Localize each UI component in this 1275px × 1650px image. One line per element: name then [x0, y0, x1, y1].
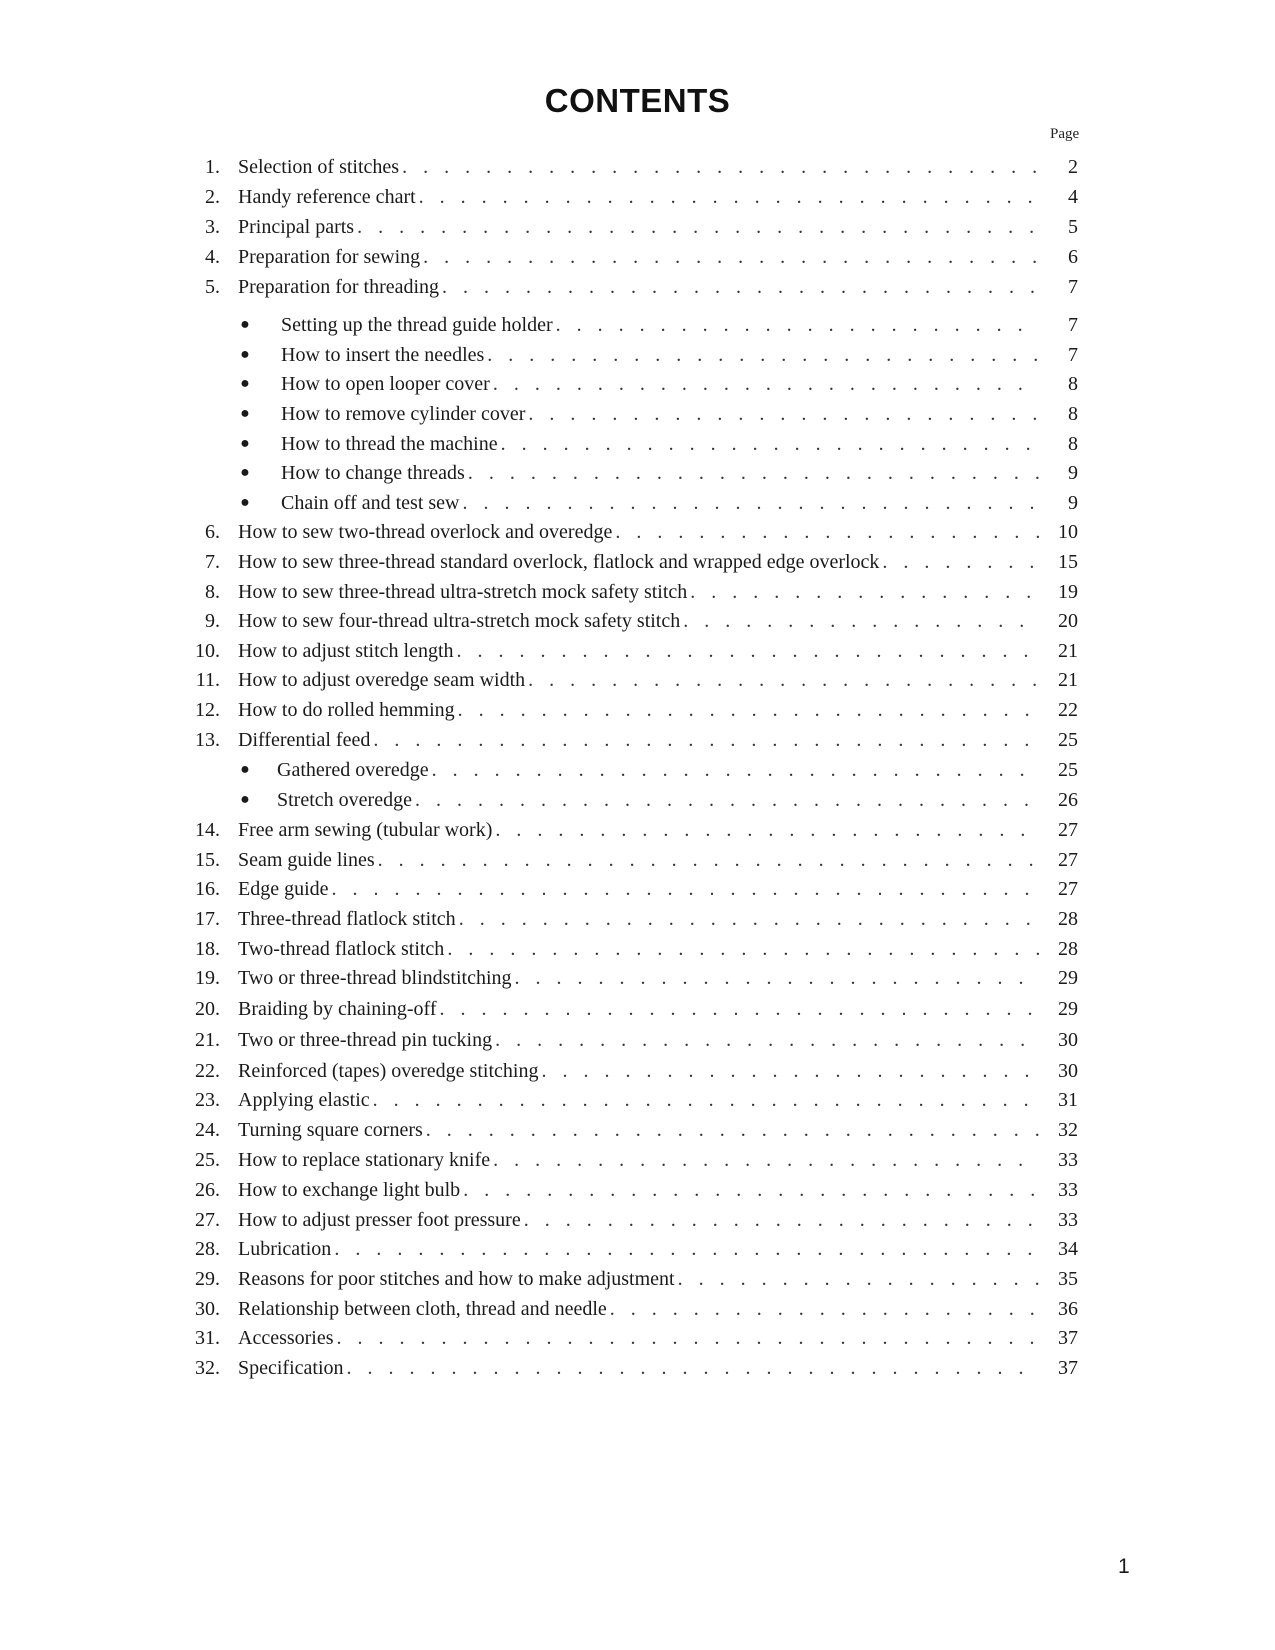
toc-entry-title: Selection of stitches [238, 156, 400, 178]
toc-entry-number: 4. [205, 246, 220, 268]
dot-leader [419, 182, 1078, 212]
toc-entry-number: 5. [205, 276, 220, 298]
dot-leader [458, 695, 1078, 725]
toc-entry-page: 29 [1040, 963, 1078, 993]
bullet-icon: ● [240, 791, 250, 808]
toc-entry-line [238, 934, 1078, 964]
toc-entry-title: How to replace stationary knife [238, 1149, 491, 1171]
toc-entry-number: 14. [195, 819, 220, 841]
dot-leader [334, 1234, 1078, 1264]
toc-entry [0, 815, 1275, 845]
toc-entry-line [281, 458, 1078, 488]
toc-entry-page: 7 [1040, 340, 1078, 370]
dot-leader [528, 399, 1078, 429]
toc-entry-line [238, 1025, 1078, 1055]
toc-entry [0, 429, 1275, 459]
dot-leader [347, 1353, 1078, 1383]
toc-entry-line [238, 845, 1078, 875]
toc-entry-line [238, 1353, 1078, 1383]
toc-entry-line [281, 429, 1078, 459]
toc-entry-page: 7 [1040, 272, 1078, 302]
bullet-icon: ● [240, 346, 250, 363]
toc-entry-number: 31. [195, 1327, 220, 1349]
toc-entry-page: 26 [1040, 785, 1078, 815]
toc-entry-title: Specification [238, 1357, 344, 1379]
dot-leader [447, 934, 1078, 964]
toc-entry-line [238, 1234, 1078, 1264]
toc-entry-page: 30 [1040, 1056, 1078, 1086]
dot-leader [541, 1056, 1078, 1086]
toc-entry-number: 28. [195, 1238, 220, 1260]
toc-entry-title: Turning square corners [238, 1119, 423, 1141]
toc-entry [0, 1234, 1275, 1264]
toc-entry-title: Handy reference chart [238, 186, 416, 208]
dot-leader [493, 1145, 1078, 1175]
toc-entry-page: 15 [1040, 547, 1078, 577]
toc-entry-line [238, 182, 1078, 212]
dot-leader [426, 1115, 1078, 1145]
dot-leader [373, 1085, 1078, 1115]
bullet-icon: ● [240, 316, 250, 333]
toc-entry-number: 18. [195, 938, 220, 960]
footer-page-number: 1 [1118, 1555, 1130, 1578]
toc-entry [0, 1115, 1275, 1145]
toc-entry-title: How to remove cylinder cover [281, 403, 526, 425]
toc-entry-page: 7 [1040, 310, 1078, 340]
bullet-icon: ● [240, 761, 250, 778]
toc-entry-page: 37 [1040, 1353, 1078, 1383]
dot-leader [678, 1264, 1078, 1294]
bullet-icon: ● [240, 494, 250, 511]
toc-entry-title: Edge guide [238, 878, 329, 900]
toc-entry-title: How to adjust overedge seam width [238, 669, 526, 691]
toc-entry [0, 845, 1275, 875]
toc-entry-page: 22 [1040, 695, 1078, 725]
toc-entry-line [238, 606, 1078, 636]
dot-leader [615, 517, 1078, 547]
toc-entry [0, 1323, 1275, 1353]
toc-entry-line [238, 815, 1078, 845]
toc-entry-number: 3. [205, 216, 220, 238]
toc-entry [0, 310, 1275, 340]
toc-entry [0, 606, 1275, 636]
toc-entry-line [238, 1175, 1078, 1205]
toc-entry-title: How to change threads [281, 462, 465, 484]
toc-entry-title: Two-thread flatlock stitch [238, 938, 445, 960]
toc-entry-number: 12. [195, 699, 220, 721]
dot-leader [457, 636, 1078, 666]
toc-entry [0, 785, 1275, 815]
toc-entry-title: Applying elastic [238, 1089, 370, 1111]
toc-entry [0, 963, 1275, 993]
toc-entry [0, 1205, 1275, 1235]
toc-entry-page: 19 [1040, 577, 1078, 607]
toc-entry [0, 1175, 1275, 1205]
dot-leader [373, 725, 1078, 755]
toc-entry-line [238, 1085, 1078, 1115]
toc-entry-page: 27 [1040, 874, 1078, 904]
toc-entry-title: Three-thread flatlock stitch [238, 908, 456, 930]
toc-entry-line [238, 212, 1078, 242]
dot-leader [690, 577, 1078, 607]
toc-entry-title: Two or three-thread blindstitching [238, 967, 512, 989]
dot-leader [378, 845, 1078, 875]
toc-entry-line [281, 369, 1078, 399]
toc-entry-number: 29. [195, 1268, 220, 1290]
toc-entry [0, 272, 1275, 302]
toc-entry-line [238, 695, 1078, 725]
toc-entry-line [238, 1294, 1078, 1324]
toc-entry-line [238, 665, 1078, 695]
toc-entry [0, 340, 1275, 370]
dot-leader [332, 874, 1078, 904]
toc-entry [0, 725, 1275, 755]
toc-entry-number: 8. [205, 581, 220, 603]
toc-entry-title: Gathered overedge [277, 759, 429, 781]
toc-entry-line [238, 963, 1078, 993]
toc-entry-number: 30. [195, 1298, 220, 1320]
toc-entry-number: 22. [195, 1060, 220, 1082]
dot-leader [463, 1175, 1078, 1205]
dot-leader [495, 815, 1078, 845]
toc-entry-page: 31 [1040, 1085, 1078, 1115]
toc-entry-page: 37 [1040, 1323, 1078, 1353]
toc-entry-line [238, 636, 1078, 666]
toc-entry-page: 5 [1040, 212, 1078, 242]
toc-entry-title: How to sew three-thread standard overlock, flatlock and wrapped edge overlock [238, 551, 880, 573]
dot-leader [683, 606, 1078, 636]
toc-entry-number: 16. [195, 878, 220, 900]
toc-entry-page: 25 [1040, 725, 1078, 755]
toc-entry-number: 2. [205, 186, 220, 208]
toc-entry-title: Chain off and test sew [281, 492, 460, 514]
toc-entry-title: How to adjust stitch length [238, 640, 454, 662]
toc-entry-page: 36 [1040, 1294, 1078, 1324]
toc-entry-title: Braiding by chaining-off [238, 998, 437, 1020]
dot-leader [442, 272, 1078, 302]
toc-entry-number: 6. [205, 521, 220, 543]
toc-entry-title: How to adjust presser foot pressure [238, 1209, 521, 1231]
toc-entry-page: 2 [1040, 152, 1078, 182]
toc-entry-title: Differential feed [238, 729, 371, 751]
toc-entry-line [281, 340, 1078, 370]
dot-leader [402, 152, 1078, 182]
toc-entry-number: 7. [205, 551, 220, 573]
toc-entry-number: 1. [205, 156, 220, 178]
toc-entry-page: 33 [1040, 1145, 1078, 1175]
dot-leader [432, 755, 1078, 785]
toc-entry-title: How to sew three-thread ultra-stretch mock safety stitch [238, 581, 688, 603]
toc-entry-title: Relationship between cloth, thread and needle [238, 1298, 607, 1320]
toc-entry-line [238, 1205, 1078, 1235]
bullet-icon: ● [240, 435, 250, 452]
toc-entry [0, 517, 1275, 547]
toc-entry-number: 15. [195, 849, 220, 871]
toc-entry-number: 10. [195, 640, 220, 662]
toc-entry-page: 27 [1040, 815, 1078, 845]
toc-entry [0, 152, 1275, 182]
toc-entry-line [238, 1264, 1078, 1294]
toc-entry [0, 369, 1275, 399]
toc-entry-line [281, 399, 1078, 429]
dot-leader [528, 665, 1078, 695]
bullet-icon: ● [240, 464, 250, 481]
toc-entry-title: Principal parts [238, 216, 355, 238]
toc-entry-line [238, 272, 1078, 302]
toc-entry-title: Free arm sewing (tubular work) [238, 819, 493, 841]
dot-leader [495, 1025, 1078, 1055]
toc-entry-line [238, 152, 1078, 182]
dot-leader [459, 904, 1078, 934]
toc-entry-page: 28 [1040, 904, 1078, 934]
dot-leader [423, 242, 1078, 272]
toc-entry-page: 28 [1040, 934, 1078, 964]
bullet-icon: ● [240, 375, 250, 392]
toc-entry-page: 8 [1040, 429, 1078, 459]
toc-entry-title: Preparation for sewing [238, 246, 421, 268]
toc-entry-line [238, 547, 1078, 577]
toc-entry-title: Accessories [238, 1327, 334, 1349]
toc-entry [0, 695, 1275, 725]
toc-entry-page: 33 [1040, 1205, 1078, 1235]
toc-entry-page: 9 [1040, 458, 1078, 488]
toc-entry [0, 399, 1275, 429]
toc-entry-line [238, 1056, 1078, 1086]
toc-entry [0, 182, 1275, 212]
toc-entry-line [238, 1145, 1078, 1175]
toc-entry-title: How to insert the needles [281, 344, 485, 366]
toc-entry-number: 17. [195, 908, 220, 930]
dot-leader [610, 1294, 1078, 1324]
toc-entry-title: Reasons for poor stitches and how to make adjustment [238, 1268, 675, 1290]
dot-leader [501, 429, 1078, 459]
toc-entry-page: 32 [1040, 1115, 1078, 1145]
toc-entry-line [238, 242, 1078, 272]
dot-leader [524, 1205, 1078, 1235]
toc-entry-page: 10 [1040, 517, 1078, 547]
page-column-header: Page [1050, 126, 1080, 142]
toc-entry-number: 24. [195, 1119, 220, 1141]
toc-entry-title: How to sew four-thread ultra-stretch mock safety stitch [238, 610, 681, 632]
dot-leader [493, 369, 1078, 399]
toc-entry-title: Reinforced (tapes) overedge stitching [238, 1060, 539, 1082]
toc-entry [0, 212, 1275, 242]
toc-entry [0, 755, 1275, 785]
toc-entry-line [277, 785, 1078, 815]
toc-entry-number: 32. [195, 1357, 220, 1379]
toc-entry [0, 665, 1275, 695]
toc-entry [0, 934, 1275, 964]
toc-entry [0, 874, 1275, 904]
toc-entry-line [238, 994, 1078, 1024]
toc-entry-page: 9 [1040, 488, 1078, 518]
toc-entry [0, 242, 1275, 272]
toc-entry-number: 13. [195, 729, 220, 751]
toc-entry-line [238, 517, 1078, 547]
toc-entry-title: How to thread the machine [281, 433, 498, 455]
toc-entry-page: 21 [1040, 665, 1078, 695]
toc-entry-title: Seam guide lines [238, 849, 375, 871]
toc-entry [0, 458, 1275, 488]
toc-entry-title: How to sew two-thread overlock and overedge [238, 521, 613, 543]
dot-leader [439, 994, 1078, 1024]
dot-leader [463, 488, 1079, 518]
toc-entry-page: 8 [1040, 399, 1078, 429]
dot-leader [556, 310, 1078, 340]
toc-entry-page: 20 [1040, 606, 1078, 636]
toc-entry-line [277, 755, 1078, 785]
toc-entry-title: How to do rolled hemming [238, 699, 455, 721]
page-title: CONTENTS [544, 82, 731, 119]
toc-entry-page: 30 [1040, 1025, 1078, 1055]
toc-entry [0, 1025, 1275, 1055]
toc-entry-number: 25. [195, 1149, 220, 1171]
toc-entry-page: 6 [1040, 242, 1078, 272]
toc-entry-number: 27. [195, 1209, 220, 1231]
toc-entry-number: 26. [195, 1179, 220, 1201]
toc-entry-line [238, 874, 1078, 904]
dot-leader [357, 212, 1078, 242]
toc-entry-page: 8 [1040, 369, 1078, 399]
toc-entry [0, 1353, 1275, 1383]
dot-leader [487, 340, 1078, 370]
toc-entry-line [238, 1323, 1078, 1353]
dot-leader [515, 963, 1078, 993]
dot-leader [337, 1323, 1078, 1353]
toc-entry-line [238, 1115, 1078, 1145]
dot-leader [415, 785, 1078, 815]
toc-entry-number: 23. [195, 1089, 220, 1111]
toc-entry [0, 1294, 1275, 1324]
toc-entry [0, 994, 1275, 1024]
toc-entry [0, 1056, 1275, 1086]
toc-entry-number: 11. [195, 669, 220, 691]
toc-entry-title: How to open looper cover [281, 373, 490, 395]
toc-entry-line [281, 488, 1078, 518]
toc-entry-page: 29 [1040, 994, 1078, 1024]
toc-entry-number: 21. [195, 1029, 220, 1051]
toc-entry [0, 577, 1275, 607]
toc-entry-number: 9. [205, 610, 220, 632]
toc-entry [0, 488, 1275, 518]
toc-entry-page: 4 [1040, 182, 1078, 212]
toc-entry-title: Setting up the thread guide holder [281, 314, 553, 336]
toc-entry-page: 27 [1040, 845, 1078, 875]
toc-entry-number: 20. [195, 998, 220, 1020]
toc-entry [0, 547, 1275, 577]
toc-entry-line [238, 577, 1078, 607]
toc-entry-title: Two or three-thread pin tucking [238, 1029, 493, 1051]
toc-entry-page: 34 [1040, 1234, 1078, 1264]
toc-entry [0, 1264, 1275, 1294]
toc-entry [0, 904, 1275, 934]
bullet-icon: ● [240, 405, 250, 422]
toc-entry-title: Lubrication [238, 1238, 332, 1260]
toc-entry-page: 33 [1040, 1175, 1078, 1205]
dot-leader [468, 458, 1078, 488]
toc-entry-title: Preparation for threading [238, 276, 440, 298]
toc-entry-line [281, 310, 1078, 340]
toc-entry [0, 1085, 1275, 1115]
toc-entry-page: 25 [1040, 755, 1078, 785]
toc-entry-page: 35 [1040, 1264, 1078, 1294]
toc-entry [0, 1145, 1275, 1175]
toc-entry-title: Stretch overedge [277, 789, 412, 811]
toc-entry-line [238, 904, 1078, 934]
toc-entry-page: 21 [1040, 636, 1078, 666]
toc-entry-line [238, 725, 1078, 755]
toc-entry [0, 636, 1275, 666]
toc-entry-title: How to exchange light bulb [238, 1179, 461, 1201]
toc-entry-number: 19. [195, 967, 220, 989]
